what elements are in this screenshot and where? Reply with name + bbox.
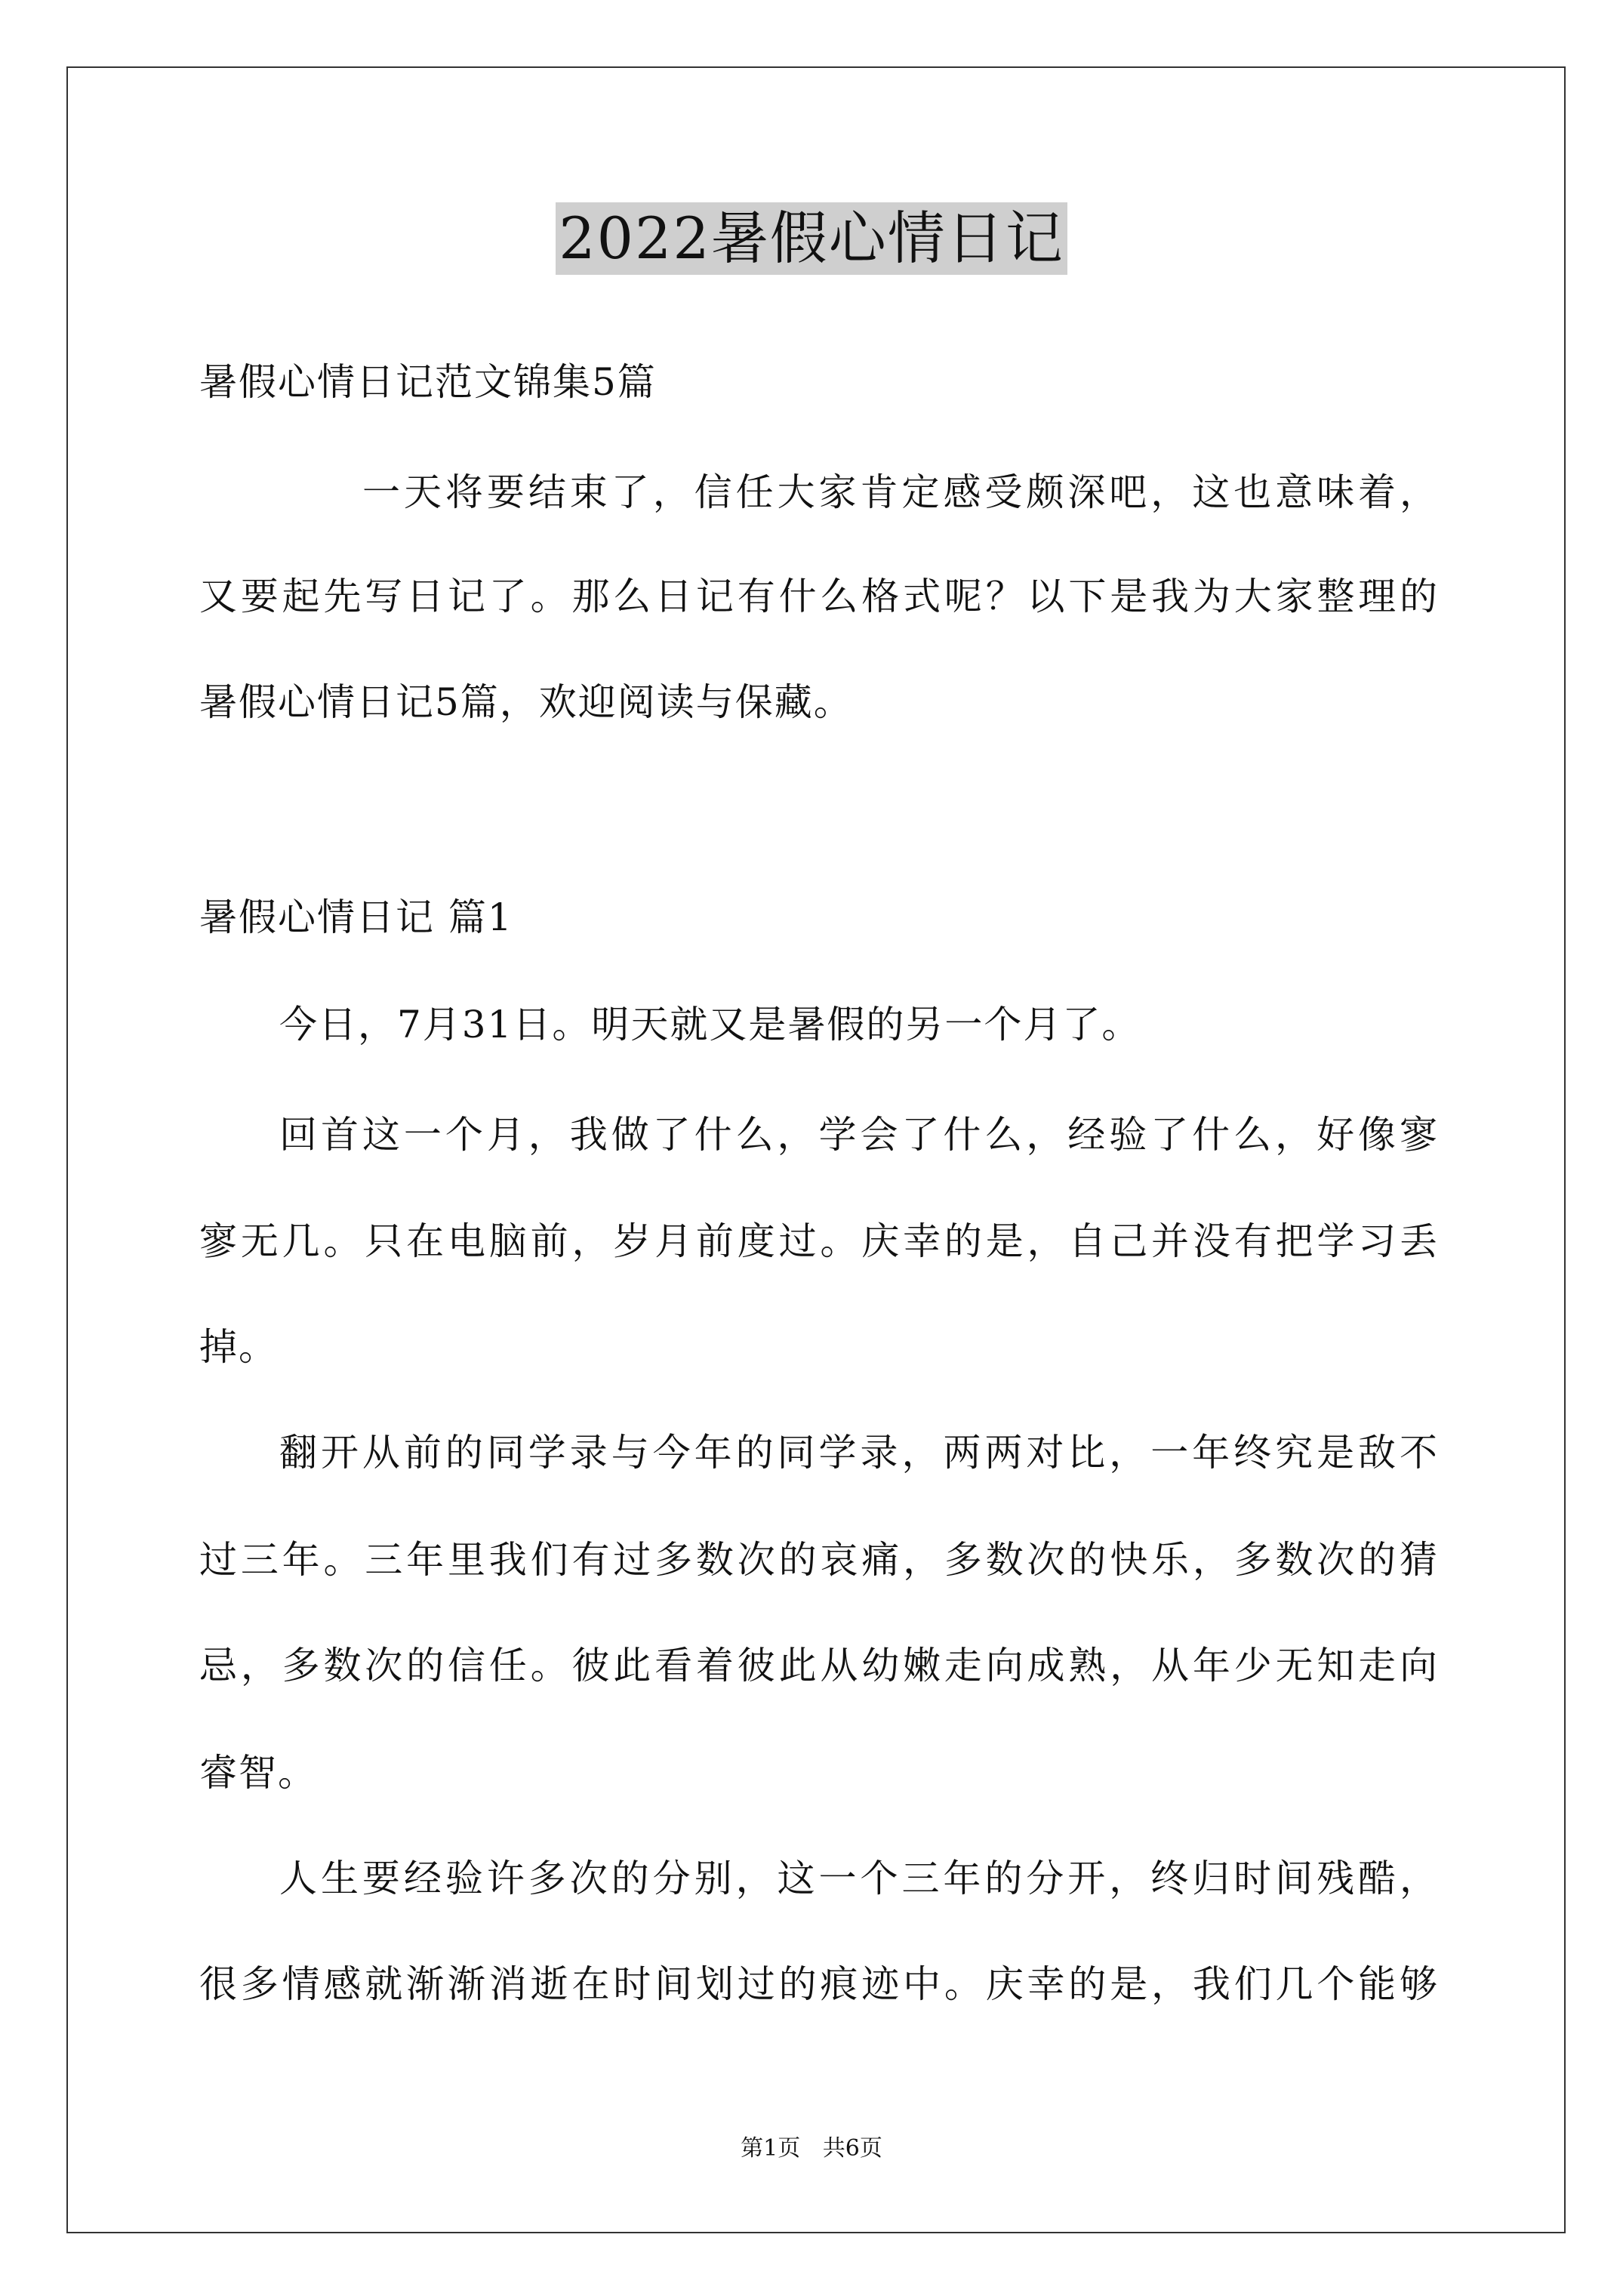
body-line-9: 人生要经验许多次的分别，这一个三年的分开，终归时间残酷， xyxy=(279,1857,1437,1900)
intro-line-2: 又要起先写日记了。那么日记有什么格式呢？以下是我为大家整理的 xyxy=(199,575,1437,618)
document-title: 2022暑假心情日记 xyxy=(556,202,1067,275)
body-line-5: 翻开从前的同学录与今年的同学录，两两对比，一年终究是敌不 xyxy=(279,1431,1437,1475)
body-line-8: 睿智。 xyxy=(199,1751,317,1795)
body-line-10: 很多情感就渐渐消逝在时间划过的痕迹中。庆幸的是，我们几个能够 xyxy=(199,1962,1437,2006)
intro-line-3: 暑假心情日记5篇，欢迎阅读与保藏。 xyxy=(199,680,853,724)
body-line-7: 忌，多数次的信任。彼此看着彼此从幼嫩走向成熟，从年少无知走向 xyxy=(199,1644,1437,1687)
body-line-6: 过三年。三年里我们有过多数次的哀痛，多数次的快乐，多数次的猜 xyxy=(199,1538,1437,1582)
body-line-1: 今日，7月31日。明天就又是暑假的另一个月了。 xyxy=(279,1003,1141,1046)
page-number-current: 第1页 xyxy=(741,2135,801,2162)
page-footer xyxy=(0,2134,1623,2164)
body-line-3: 寥无几。只在电脑前，岁月前度过。庆幸的是，自己并没有把学习丢 xyxy=(199,1219,1437,1263)
title-container xyxy=(0,202,1623,275)
body-line-2: 回首这一个月，我做了什么，学会了什么，经验了什么，好像寥 xyxy=(279,1113,1437,1157)
page-number-total: 共6页 xyxy=(822,2135,882,2162)
document-subtitle: 暑假心情日记范文锦集5篇 xyxy=(199,360,657,404)
section-heading: 暑假心情日记 篇1 xyxy=(199,895,513,939)
intro-line-1: 一天将要结束了，信任大家肯定感受颇深吧，这也意味着， xyxy=(362,470,1437,514)
body-line-4: 掉。 xyxy=(199,1325,278,1369)
